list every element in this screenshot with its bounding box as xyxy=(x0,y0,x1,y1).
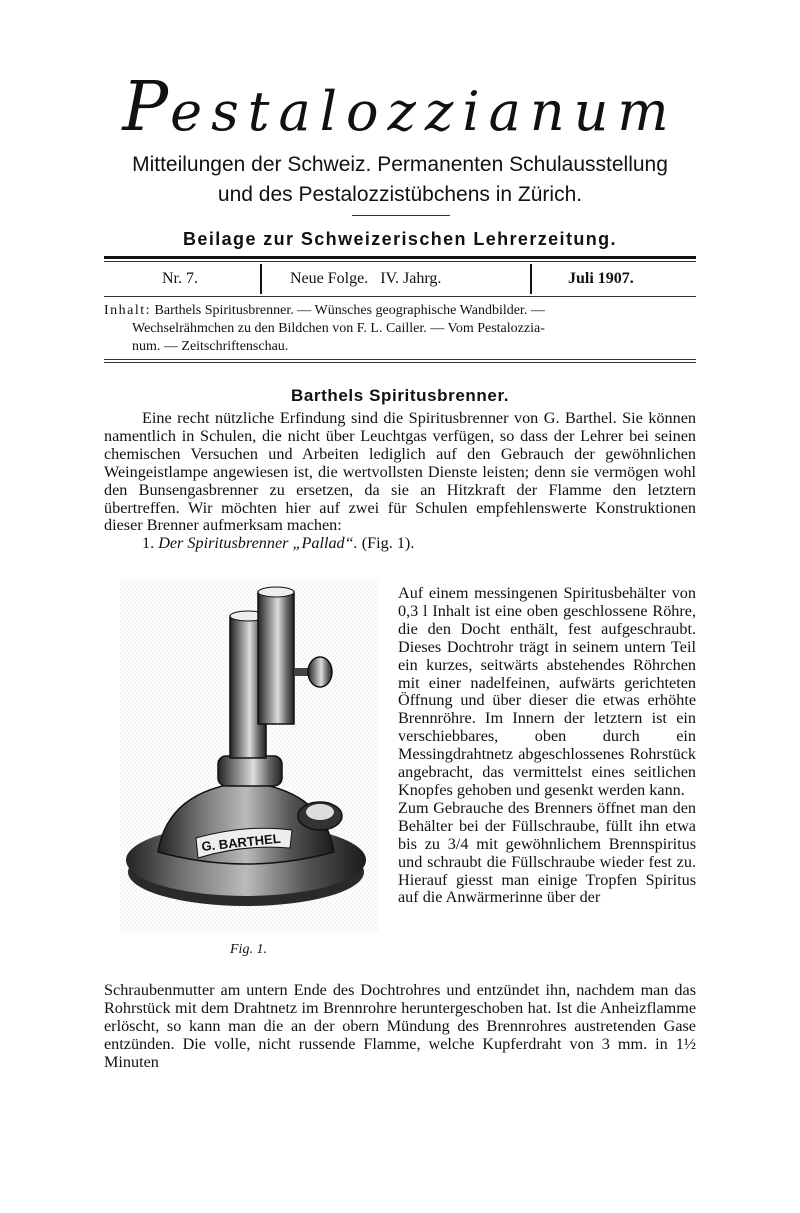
intro-paragraph: Eine recht nützliche Erfindung sind die Spiritusbrenner von G. Barthel. Sie können namentlich in Schulen, die nicht über Leuchtgas verfügen, so dass der Lehrer bei seinen chemischen Versuchen und Arbeiten lediglich auf den Gebrauch der gewöhnlichen Weingeistlampe angewiesen ist, die wertvollsten Dienste leisten; denn sie vermögen wohl den Bunsengasbrenner zu ersetzen, da sie an Hitzkraft der Flamme den letztern übertreffen. Wir möchten hier auf zwei für Schulen empfehlenswerte Konstruktionen dieser Brenner aufmerksam machen: xyxy=(104,409,696,535)
figure-caption: Fig. 1. xyxy=(230,942,267,957)
bottom-paragraph: Schraubenmutter am untern Ende des Dochtrohres und entzündet ihn, nachdem man das Rohrstück mit dem Drahtnetz im Brennrohre heruntergeschoben hat. Ist die Anheizflamme erlöscht, so kann man die an der obern Mündung des Brennrohres austretenden Gase entzünden. Die volle, nicht russende Flamme, welche Kupferdraht von 3 mm. in 1½ Minuten xyxy=(104,981,696,1071)
contents-line: Barthels Spiritusbrenner. — Wünsches geographische Wandbilder. — xyxy=(154,303,545,318)
issue-bottom-rule xyxy=(104,296,696,297)
issue-number: Nr. 7. xyxy=(162,270,198,287)
table-of-contents xyxy=(104,302,696,356)
masthead-initial: P xyxy=(122,68,171,147)
issue-separator xyxy=(530,264,532,294)
column-paragraph-2: Zum Gebrauche des Brenners öffnet man den Behälter bei der Füllschraube, füllt ihn etwa bis zu 3/4 mit gewöhnlichem Brennspiritus und schraubt die Füllschraube wieder fest zu. Hierauf giesst man einige Tropfen Spiritus auf die Anwärmerinne über der xyxy=(398,798,696,907)
spirit-burner-drawing xyxy=(118,576,380,936)
supplement-line: Beilage zur Schweizerischen Lehrerzeitung. xyxy=(183,229,617,249)
masthead-subtitle-line2: und des Pestalozzistübchens in Zürich. xyxy=(217,183,583,206)
masthead-divider xyxy=(352,215,450,216)
contents-line: num. — Zeitschriftenschau. xyxy=(132,339,289,354)
issue-series: Neue Folge. IV. Jahrg. xyxy=(290,270,442,287)
issue-info-row xyxy=(104,262,696,296)
contents-rule-second xyxy=(104,362,696,363)
article-column xyxy=(398,585,696,907)
contents-rule xyxy=(104,359,696,360)
masthead-title xyxy=(0,68,800,147)
issue-top-rule xyxy=(104,256,696,259)
article-title: Barthels Spiritusbrenner. xyxy=(290,386,510,405)
issue-date: Juli 1907. xyxy=(568,270,634,287)
item-heading xyxy=(104,535,696,553)
article-continuation xyxy=(104,982,696,1072)
contents-line: Wechselrähmchen zu den Bildchen von F. L. Cailler. — Vom Pestalozzia- xyxy=(132,321,545,336)
article-intro xyxy=(104,410,696,553)
issue-separator xyxy=(260,264,262,294)
contents-label: Inhalt: xyxy=(104,303,152,318)
masthead-rest: estalozzianum xyxy=(170,80,678,143)
item-fig-ref: (Fig. 1). xyxy=(361,534,415,553)
column-paragraph-1: Auf einem messingenen Spiritusbehälter von 0,3 l Inhalt ist eine oben geschlossene Röhre, die den Docht enthält, fest aufgeschraubt. Dieses Dochtrohr trägt in seinem untern Teil ein kurzes, seitwärts abstehendes Röhrchen mit einer nadelfeinen, aufwärts gerichteten Öffnung und über dieser die etwas erhöhte Brennröhre. Im Innern der letztern ist ein verschiebbares, oben durch ein Messingdrahtnetz abgeschlossenes Rohrstück angebracht, das vermittelst eines seitlichen Knopfes gehoben und gesenkt werden kann. xyxy=(398,584,696,799)
burner-label: G. BARTHEL xyxy=(200,830,282,854)
burner-illustration xyxy=(118,576,380,936)
item-number: 1. xyxy=(142,534,155,553)
item-name: Der Spiritusbrenner „Pallad“. xyxy=(158,534,358,553)
masthead-subtitle-line1: Mitteilungen der Schweiz. Permanenten Schulausstellung xyxy=(132,153,668,176)
